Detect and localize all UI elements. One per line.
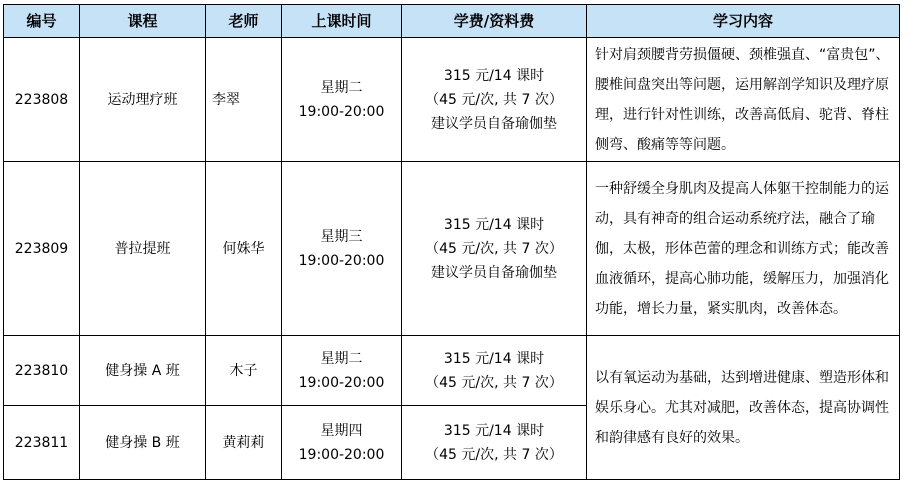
class-day: 星期二 [320, 350, 363, 367]
header-id: 编号 [4, 5, 80, 38]
class-hours: 19:00-20:00 [298, 103, 385, 120]
table-row [4, 38, 900, 162]
class-time [282, 406, 402, 480]
fee-cell [402, 336, 587, 406]
teacher-name: 木子 [206, 336, 282, 406]
fee-cell [402, 162, 587, 336]
fee-note: 建议学员自备瑜伽垫 [431, 264, 557, 281]
fee-price: 315 元/14 课时 [443, 422, 545, 439]
fee-cell [402, 38, 587, 162]
fee-note: 建议学员自备瑜伽垫 [431, 115, 557, 132]
class-hours: 19:00-20:00 [298, 252, 385, 269]
course-name: 运动理疗班 [80, 38, 206, 162]
course-name: 普拉提班 [80, 162, 206, 336]
fee-price: 315 元/14 课时 [443, 67, 545, 84]
header-fee: 学费/资料费 [402, 5, 587, 38]
class-hours: 19:00-20:00 [298, 374, 385, 391]
class-day: 星期四 [320, 422, 363, 439]
teacher-name: 李翠 [206, 38, 282, 162]
class-time [282, 336, 402, 406]
fee-detail: （45 元/次, 共 7 次） [425, 91, 563, 108]
course-id: 223808 [4, 38, 80, 162]
teacher-name: 黄莉莉 [206, 406, 282, 480]
fee-detail: （45 元/次, 共 7 次） [425, 374, 563, 391]
header-teacher: 老师 [206, 5, 282, 38]
header-time: 上课时间 [282, 5, 402, 38]
fee-detail: （45 元/次, 共 7 次） [425, 240, 563, 257]
course-id: 223810 [4, 336, 80, 406]
fee-detail: （45 元/次, 共 7 次） [425, 446, 563, 463]
course-name: 健身操 A 班 [80, 336, 206, 406]
course-content: 以有氧运动为基础，达到增进健康、塑造形体和娱乐身心。尤其对减肥，改善体态，提高协调性和韵律感有良好的效果。 [587, 336, 900, 480]
course-id: 223811 [4, 406, 80, 480]
course-id: 223809 [4, 162, 80, 336]
class-day: 星期二 [320, 79, 363, 96]
header-course: 课程 [80, 5, 206, 38]
table-row [4, 336, 900, 406]
course-name: 健身操 B 班 [80, 406, 206, 480]
fee-price: 315 元/14 课时 [443, 350, 545, 367]
class-time [282, 162, 402, 336]
course-content: 针对肩颈腰背劳损僵硬、颈椎强直、“富贵包”、腰椎间盘突出等问题，运用解剖学知识及理疗原理，进行针对性训练，改善高低肩、驼背、脊柱侧弯、酸痛等等问题。 [587, 38, 900, 162]
teacher-name: 何姝华 [206, 162, 282, 336]
course-schedule-table [3, 4, 900, 480]
fee-price: 315 元/14 课时 [443, 216, 545, 233]
header-row [4, 5, 900, 38]
class-time [282, 38, 402, 162]
class-hours: 19:00-20:00 [298, 446, 385, 463]
course-content: 一种舒缓全身肌肉及提高人体躯干控制能力的运动，具有神奇的组合运动系统疗法，融合了瑜伽，太极，形体芭蕾的理念和训练方式；能改善血液循环，提高心肺功能，缓解压力，加强消化功能，增长力量，紧实肌肉，改善体态。 [587, 162, 900, 336]
class-day: 星期三 [320, 228, 363, 245]
fee-cell [402, 406, 587, 480]
header-content: 学习内容 [587, 5, 900, 38]
table-row [4, 162, 900, 336]
